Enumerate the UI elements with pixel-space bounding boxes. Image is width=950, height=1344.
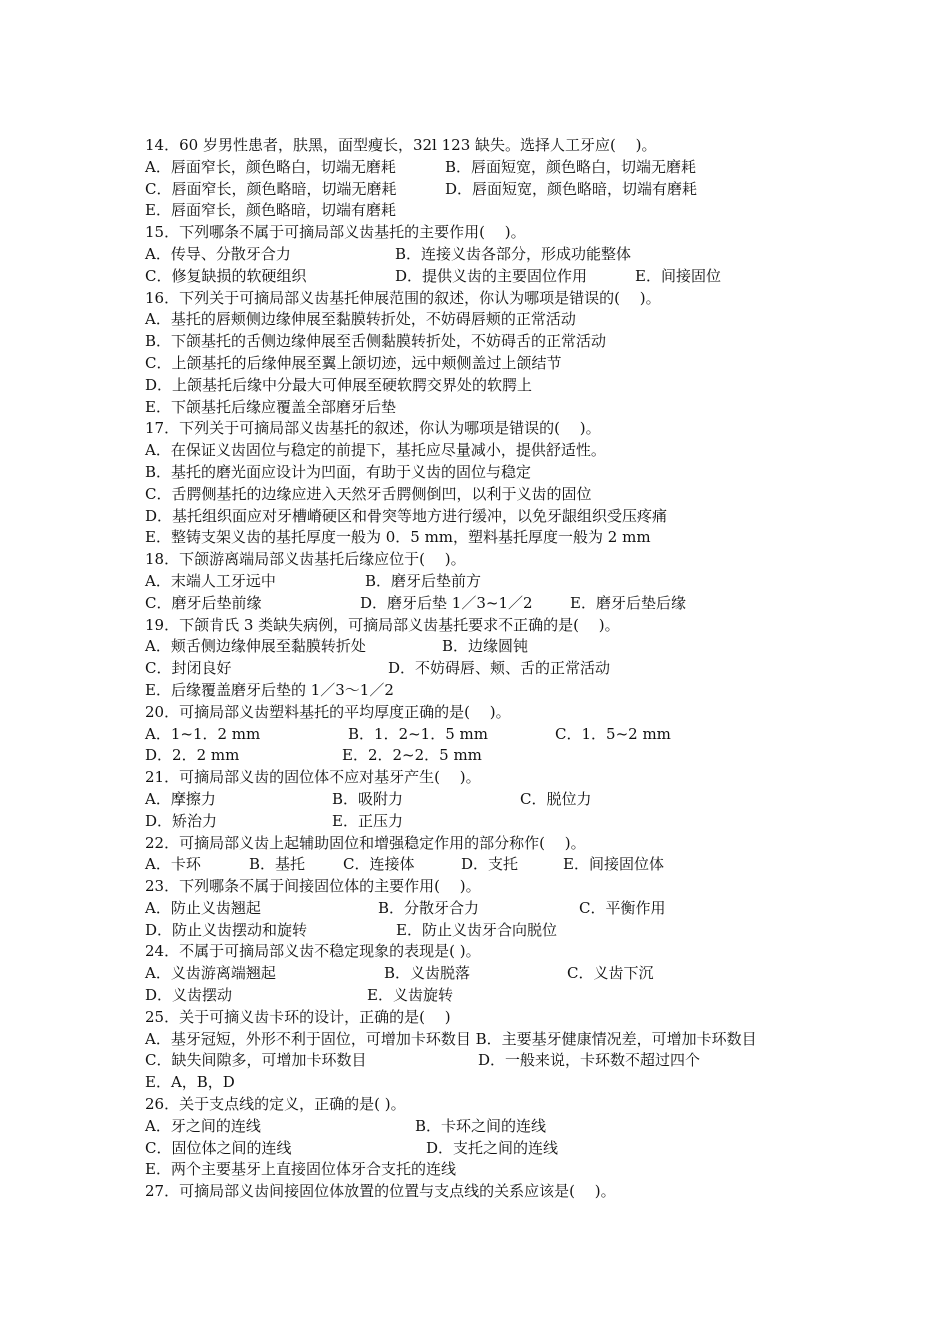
- question-stem-line: [145, 833, 815, 855]
- option-text: B．吸附力: [332, 789, 404, 808]
- option-line: [145, 462, 815, 484]
- question-stem: 下颌游离端局部义齿基托后缘应位于( )。: [179, 550, 466, 569]
- option-line: [145, 484, 815, 506]
- question-stem-line: [145, 135, 815, 157]
- option-text: C．固位体之间的连线: [145, 1138, 292, 1157]
- option-text: D．防止义齿摆动和旋转: [145, 920, 308, 939]
- option-line: [145, 680, 815, 702]
- option-line: [145, 745, 815, 767]
- question-stem: 关于支点线的定义，正确的是( )。: [179, 1095, 406, 1114]
- option-line: [145, 1138, 815, 1160]
- option-text: B．基托的磨光面应设计为凹面，有助于义齿的固位与稳定: [145, 462, 532, 481]
- option-text: E．唇面窄长，颜色略暗，切端有磨耗: [145, 201, 396, 220]
- option-text: D．磨牙后垫 1／3~1／2: [360, 593, 533, 612]
- option-text: B．义齿脱落: [384, 964, 471, 983]
- option-text: E．2．2~2．5 mm: [342, 746, 482, 765]
- option-line: [145, 527, 815, 549]
- option-text: D．基托组织面应对牙槽嵴硬区和骨突等地方进行缓冲，以免牙龈组织受压疼痛: [145, 506, 668, 525]
- question-number: 25．: [145, 1007, 180, 1026]
- option-line: [145, 506, 815, 528]
- option-text: B．基托: [249, 855, 306, 874]
- option-text: E．防止义齿牙合向脱位: [396, 920, 557, 939]
- option-line: [145, 440, 815, 462]
- option-line: [145, 636, 815, 658]
- option-line: [145, 1072, 815, 1094]
- question-stem-line: [145, 876, 815, 898]
- option-text: C．连接体: [343, 855, 415, 874]
- option-text: C．磨牙后垫前缘: [145, 593, 262, 612]
- option-line: [145, 244, 815, 266]
- option-text: D．上颌基托后缘中分最大可伸展至硬软腭交界处的软腭上: [145, 375, 533, 394]
- option-text: C．唇面窄长，颜色略暗，切端无磨耗: [145, 179, 397, 198]
- option-line: [145, 397, 815, 419]
- question-number: 19．: [145, 615, 180, 634]
- question-number: 17．: [145, 419, 180, 438]
- option-text: E．整铸支架义齿的基托厚度一般为 0．5 mm，塑料基托厚度一般为 2 mm: [145, 528, 651, 547]
- question-number: 20．: [145, 702, 180, 721]
- question-stem: 关于可摘义齿卡环的设计，正确的是( ): [179, 1007, 451, 1026]
- option-line: [145, 1050, 815, 1072]
- option-line: [145, 375, 815, 397]
- option-text: A．牙之间的连线: [145, 1116, 261, 1135]
- option-text: E．后缘覆盖磨牙后垫的 1／3～1／2: [145, 680, 394, 699]
- question-number: 15．: [145, 223, 180, 242]
- question-stem-line: [145, 615, 815, 637]
- question-list: [145, 135, 815, 1203]
- option-text: B．磨牙后垫前方: [365, 571, 482, 590]
- question-number: 26．: [145, 1095, 180, 1114]
- option-line: [145, 854, 815, 876]
- question-stem: 可摘局部义齿的固位体不应对基牙产生( )。: [179, 768, 481, 787]
- option-text: E．两个主要基牙上直接固位体牙合支托的连线: [145, 1160, 456, 1179]
- question-number: 23．: [145, 877, 180, 896]
- question-stem: 下列哪条不属于间接固位体的主要作用( )。: [179, 877, 481, 896]
- option-line: [145, 200, 815, 222]
- option-text: A．义齿游离端翘起: [145, 964, 276, 983]
- option-line: [145, 1029, 815, 1051]
- option-text: E．间接固位: [635, 266, 721, 285]
- option-text: A．1~1．2 mm: [145, 724, 261, 743]
- option-line: [145, 179, 815, 201]
- option-text: D．一般来说，卡环数不超过四个: [478, 1051, 701, 1070]
- question-stem-line: [145, 418, 815, 440]
- option-text: D．提供义齿的主要固位作用: [395, 266, 588, 285]
- question-stem-line: [145, 941, 815, 963]
- option-line: [145, 985, 815, 1007]
- option-text: A．唇面窄长，颜色略白，切端无磨耗: [145, 157, 396, 176]
- option-line: [145, 898, 815, 920]
- option-text: D．矫治力: [145, 811, 218, 830]
- option-text: E．下颌基托后缘应覆盖全部磨牙后垫: [145, 397, 396, 416]
- question-stem-line: [145, 1007, 815, 1029]
- question-stem: 下列关于可摘局部义齿基托伸展范围的叙述，你认为哪项是错误的( )。: [179, 288, 661, 307]
- question-number: 21．: [145, 768, 180, 787]
- question-stem-line: [145, 1094, 815, 1116]
- option-line: [145, 353, 815, 375]
- option-text: B．1．2~1．5 mm: [348, 724, 488, 743]
- question-stem: 下列哪条不属于可摘局部义齿基托的主要作用( )。: [179, 223, 526, 242]
- option-line: [145, 593, 815, 615]
- option-text: D．义齿摆动: [145, 986, 233, 1005]
- option-line: [145, 309, 815, 331]
- question-number: 14．: [145, 136, 180, 154]
- option-line: [145, 789, 815, 811]
- option-text: C．舌腭侧基托的边缘应进入天然牙舌腭侧倒凹，以利于义齿的固位: [145, 484, 592, 503]
- option-text: D．支托之间的连线: [426, 1138, 559, 1157]
- question-number: 16．: [145, 288, 180, 307]
- option-line: [145, 1116, 815, 1138]
- option-text: B．下颌基托的舌侧边缘伸展至舌侧黏膜转折处，不妨碍舌的正常活动: [145, 332, 607, 351]
- option-line: [145, 724, 815, 746]
- option-line: [145, 157, 815, 179]
- option-text: E．磨牙后垫后缘: [570, 593, 686, 612]
- option-line: [145, 266, 815, 288]
- option-line: [145, 658, 815, 680]
- option-text: C．义齿下沉: [567, 964, 654, 983]
- option-line: [145, 963, 815, 985]
- question-stem: 可摘局部义齿间接固位体放置的位置与支点线的关系应该是( )。: [179, 1182, 616, 1201]
- question-stem-line: [145, 288, 815, 310]
- option-text: B．分散牙合力: [378, 898, 480, 917]
- option-text: A．末端人工牙远中: [145, 571, 276, 590]
- question-number: 24．: [145, 942, 180, 961]
- option-text: C．1．5~2 mm: [555, 724, 671, 743]
- option-text: E．正压力: [332, 811, 403, 830]
- option-text: A．摩擦力: [145, 789, 216, 808]
- option-text: C．修复缺损的软硬组织: [145, 266, 307, 285]
- question-stem: 不属于可摘局部义齿不稳定现象的表现是( )。: [179, 942, 481, 961]
- option-text: C．平衡作用: [579, 898, 666, 917]
- option-text: B．唇面短宽，颜色略白，切端无磨耗: [445, 157, 697, 176]
- option-text: B．连接义齿各部分，形成功能整体: [395, 244, 632, 263]
- option-line: [145, 571, 815, 593]
- option-text: B．卡环之间的连线: [415, 1116, 547, 1135]
- option-text: E．A，B，D: [145, 1073, 235, 1092]
- question-number: 22．: [145, 833, 180, 852]
- question-stem-line: [145, 702, 815, 724]
- question-stem-line: [145, 1181, 815, 1203]
- option-text: C．缺失间隙多，可增加卡环数目: [145, 1051, 367, 1070]
- question-number: 18．: [145, 550, 180, 569]
- option-text: A．基牙冠短，外形不利于固位，可增加卡环数目 B．主要基牙健康情况差，可增加卡环数目: [145, 1029, 757, 1048]
- option-text: A．卡环: [145, 855, 201, 874]
- option-text: E．间接固位体: [563, 855, 664, 874]
- option-text: D．唇面短宽，颜色略暗，切端有磨耗: [445, 179, 698, 198]
- option-text: D．2．2 mm: [145, 746, 240, 765]
- option-line: [145, 811, 815, 833]
- question-stem: 60 岁男性患者，肤黑，面型瘦长，32l 123 缺失。选择人工牙应( )。: [179, 136, 657, 154]
- question-stem: 下列关于可摘局部义齿基托的叙述，你认为哪项是错误的( )。: [179, 419, 601, 438]
- option-text: A．颊舌侧边缘伸展至黏膜转折处: [145, 637, 366, 656]
- question-stem-line: [145, 222, 815, 244]
- option-text: C．脱位力: [520, 789, 592, 808]
- option-text: A．基托的唇颊侧边缘伸展至黏膜转折处，不妨碍唇颊的正常活动: [145, 310, 576, 329]
- question-stem-line: [145, 549, 815, 571]
- option-text: D．支托: [461, 855, 519, 874]
- option-text: E．义齿旋转: [367, 986, 453, 1005]
- option-line: [145, 1159, 815, 1181]
- option-text: B．边缘圆钝: [442, 637, 529, 656]
- option-text: D．不妨碍唇、颊、舌的正常活动: [388, 659, 611, 678]
- option-text: A．传导、分散牙合力: [145, 244, 291, 263]
- option-line: [145, 331, 815, 353]
- question-number: 27．: [145, 1182, 180, 1201]
- question-stem: 可摘局部义齿上起辅助固位和增强稳定作用的部分称作( )。: [179, 833, 586, 852]
- question-stem: 可摘局部义齿塑料基托的平均厚度正确的是( )。: [179, 702, 511, 721]
- option-text: C．封闭良好: [145, 659, 232, 678]
- option-line: [145, 920, 815, 942]
- question-stem-line: [145, 767, 815, 789]
- question-stem: 下颌肯氏 3 类缺失病例，可摘局部义齿基托要求不正确的是( )。: [179, 615, 620, 634]
- option-text: A．在保证义齿固位与稳定的前提下，基托应尽量减小，提供舒适性。: [145, 441, 606, 460]
- option-text: A．防止义齿翘起: [145, 898, 261, 917]
- option-text: C．上颌基托的后缘伸展至翼上颌切迹，远中颊侧盖过上颌结节: [145, 353, 562, 372]
